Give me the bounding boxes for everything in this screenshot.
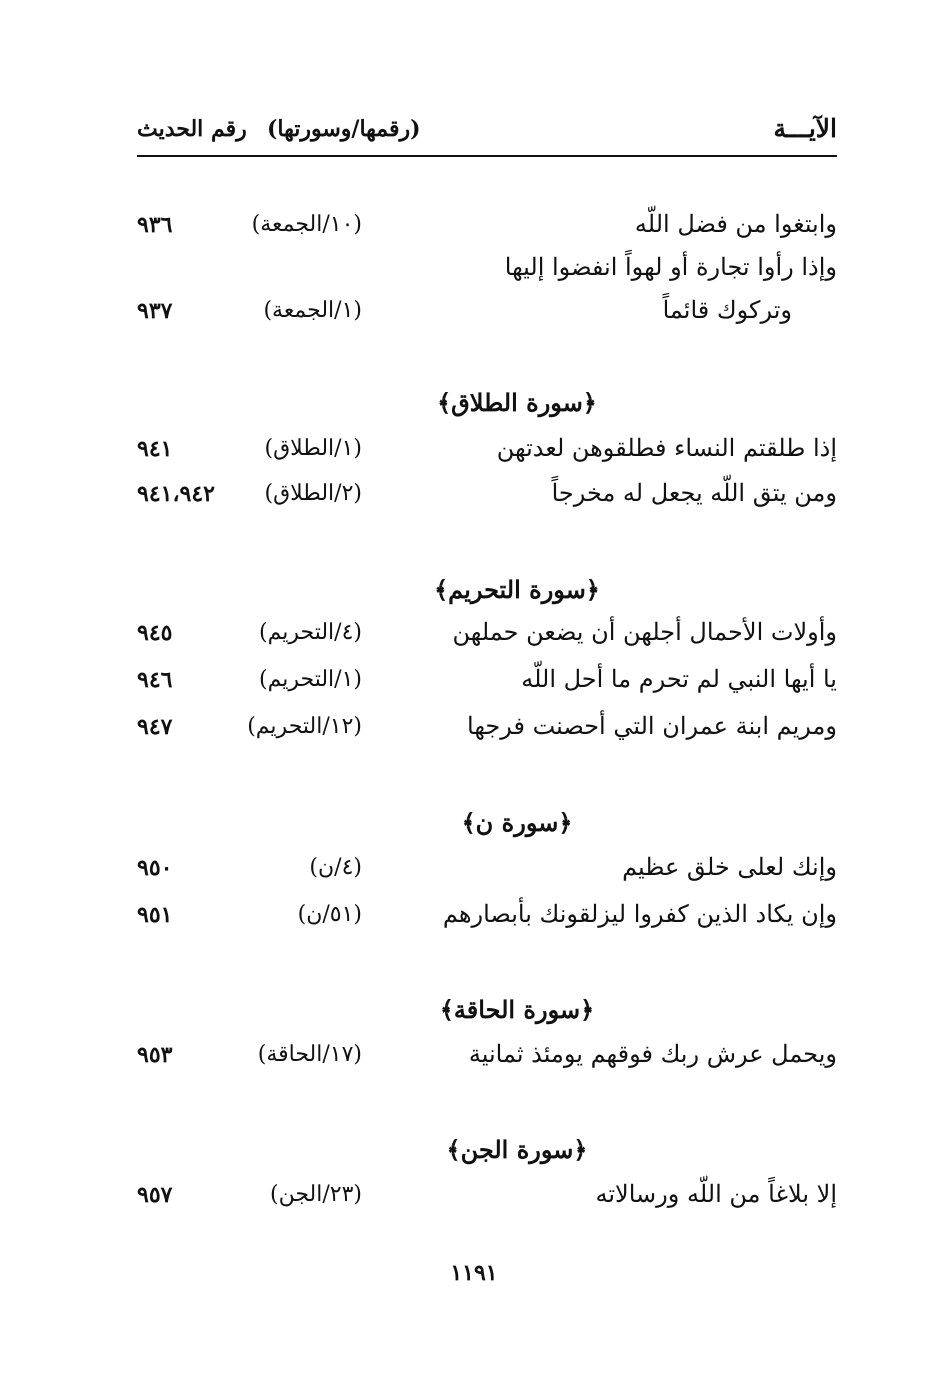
surah-title: ﴿سورة ن﴾: [461, 808, 573, 837]
ayah-text: ويحمل عرش ربك فوقهم يومئذ ثمانية: [468, 1040, 837, 1068]
hadith-number: ٩٤٦: [137, 667, 173, 693]
header-hadith-number-label: رقم الحديث: [137, 116, 247, 142]
table-header: [137, 108, 837, 152]
ayah-text: إلا بلاغاً من اللّه ورسالاته: [595, 1180, 837, 1208]
index-row: [137, 900, 837, 940]
ayah-text: ومريم ابنة عمران التي أحصنت فرجها: [467, 712, 837, 740]
ayah-reference: (١٠/الجمعة): [251, 212, 362, 237]
index-row: [137, 1180, 837, 1220]
ayah-reference: (٤/ن): [309, 855, 362, 880]
ayah-text: وأولات الأحمال أجلهن أن يضعن حملهن: [452, 618, 837, 646]
ayah-reference: (١٢/التحريم): [247, 714, 362, 739]
header-reference-label: (رقمها/وسورتها): [267, 116, 421, 142]
header-divider: [137, 155, 837, 157]
index-row: [137, 296, 837, 336]
ayah-text: وإذا رأوا تجارة أو لهواً انفضوا إليها: [504, 253, 837, 281]
ayah-text: وإنك لعلى خلق عظيم: [622, 853, 837, 881]
ayah-text-continuation: وتركوك قائماً: [662, 296, 792, 324]
index-row: [137, 1040, 837, 1080]
ayah-text: وإن يكاد الذين كفروا ليزلقونك بأبصارهم: [442, 900, 837, 928]
ayah-reference: (١/الطلاق): [264, 436, 362, 461]
index-row: [137, 618, 837, 658]
surah-title: ﴿سورة الطلاق﴾: [437, 388, 597, 417]
index-row: [137, 665, 837, 705]
page-number: ١١٩١: [450, 1260, 498, 1286]
hadith-number: ٩٥٠: [137, 855, 173, 881]
hadith-number: ٩٣٧: [137, 298, 173, 324]
hadith-number: ٩٥١: [137, 902, 173, 928]
header-ayah-label: الآيـــة: [773, 114, 837, 143]
ayah-text: إذا طلقتم النساء فطلقوهن لعدتهن: [496, 434, 837, 462]
ayah-reference: (١/الجمعة): [263, 298, 362, 323]
hadith-number: ٩٥٣: [137, 1042, 173, 1068]
hadith-number: ٩٥٧: [137, 1182, 173, 1208]
ayah-reference: (٤/التحريم): [259, 620, 362, 645]
hadith-number: ٩٣٦: [137, 212, 173, 238]
ayah-reference: (٢/الطلاق): [264, 481, 362, 506]
ayah-reference: (١٧/الحاقة): [257, 1042, 362, 1067]
index-row: [137, 434, 837, 474]
index-row: [137, 210, 837, 250]
ayah-text: يا أيها النبي لم تحرم ما أحل اللّه: [521, 665, 837, 693]
ayah-reference: (٥١/ن): [297, 902, 362, 927]
hadith-number: ٩٤٥: [137, 620, 173, 646]
hadith-number: ٩٤١،٩٤٢: [137, 481, 215, 507]
surah-title: ﴿سورة التحريم﴾: [434, 575, 600, 604]
ayah-text: وابتغوا من فضل اللّه: [634, 210, 837, 238]
index-row: [137, 253, 837, 293]
index-row: [137, 853, 837, 893]
ayah-reference: (١/التحريم): [259, 667, 362, 692]
hadith-number: ٩٤٧: [137, 714, 173, 740]
surah-title: ﴿سورة الجن﴾: [446, 1135, 588, 1164]
hadith-number: ٩٤١: [137, 436, 173, 462]
index-row: [137, 479, 837, 519]
ayah-reference: (٢٣/الجن): [270, 1182, 362, 1207]
surah-title: ﴿سورة الحاقة﴾: [439, 995, 595, 1024]
index-row: [137, 712, 837, 752]
ayah-text: ومن يتق اللّه يجعل له مخرجاً: [551, 479, 837, 507]
